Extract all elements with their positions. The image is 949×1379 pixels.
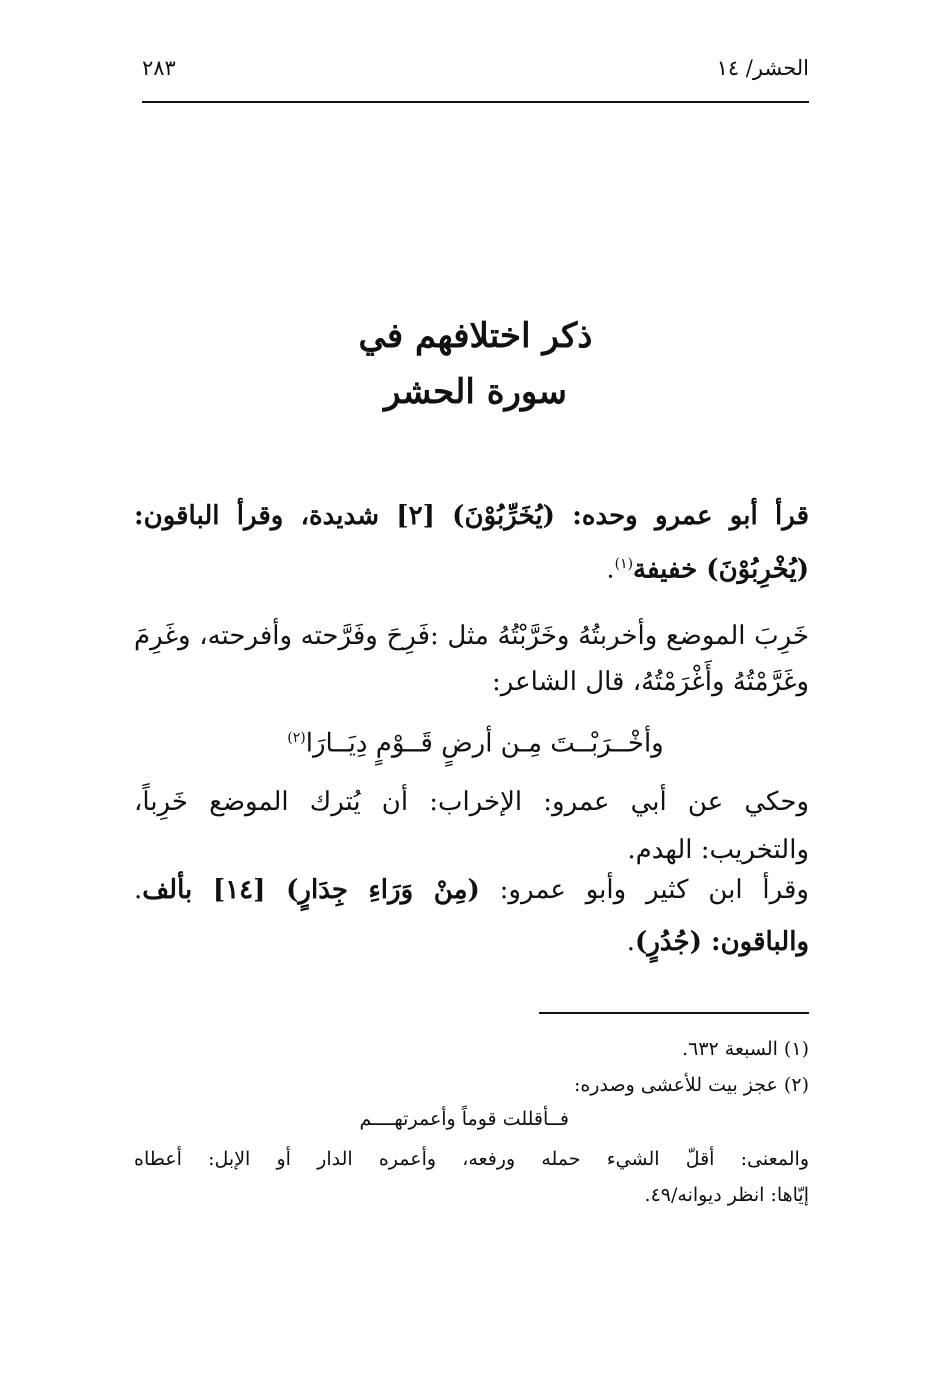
paragraph3-line1: وحكي عن أبي عمرو: الإخراب: أن يُترك الموضع خَرِباً، [134, 787, 809, 817]
paragraph2-line1: خَرِبَ الموضع وأخربتُهُ وخَرَّبْتُهُ مثل :فَرِحَ وفَرَّحته وأفرحته، وغَرِمَ [134, 621, 809, 651]
page-number: ٢٨٣ [142, 56, 176, 80]
footnote-2-verse: فــأقللت قوماً وأعمرتهــــم [359, 1108, 569, 1130]
paragraph4-line1-text-b: (مِنْ وَرَاءِ جِدَارٍ) [١٤] بألف [142, 875, 480, 905]
footnote-2-meaning-line1: والمعنى: أقلّ الشيء حمله ورفعه، وأعمره الدار أو الإبل: أعطاه [134, 1148, 809, 1170]
paragraph1-line1: قرأ أبو عمرو وحده: (يُخَرِّبُوْنَ) [٢] شديدة، وقرأ الباقون: [134, 501, 809, 531]
footnote-2: (٢) عجز بيت للأعشى وصدره: [573, 1074, 809, 1096]
poetry-verse-text: وأخْــرَبْــتَ مِـن أرضٍ قَــوْمٍ دِيَــارَا [305, 728, 664, 759]
paragraph2-line2: وغَرَّمْتُهُ وأَغْرَمْتُهُ، قال الشاعر: [492, 667, 809, 697]
paragraph4-line2-text: والباقون: (جُدُرٍ) [635, 927, 809, 957]
footnote-ref-1: (١) [614, 556, 634, 572]
chapter-title-line1: ذكر اختلافهم في [358, 316, 593, 356]
paragraph4-line1-text-a: وقرأ ابن كثير وأبو عمرو: [479, 875, 809, 905]
paragraph4-line2-end: . [626, 927, 636, 957]
paragraph3-line2: والتخريب: الهدم. [627, 835, 809, 865]
paragraph1-line2-text: (يُخْرِبُوْنَ) خفيفة [633, 554, 809, 585]
footnote-2-meaning-line2: إيّاها: انظر ديوانه/٤٩. [644, 1184, 809, 1206]
footnote-1: (١) السبعة ٦٣٢. [682, 1038, 809, 1060]
running-header-section: الحشر/ ١٤ [716, 56, 809, 80]
paragraph4-line2 [627, 922, 809, 962]
footnote-ref-2: (٢) [287, 730, 306, 746]
poetry-verse [142, 718, 809, 764]
paragraph1-end: . [606, 554, 615, 585]
paragraph4-line1-end: . [134, 875, 143, 905]
paragraph1-line2 [606, 544, 809, 590]
header-rule [142, 101, 809, 103]
chapter-title-line2: سورة الحشر [384, 372, 567, 412]
footnote-rule [539, 1012, 809, 1014]
paragraph4-line1 [134, 870, 809, 910]
